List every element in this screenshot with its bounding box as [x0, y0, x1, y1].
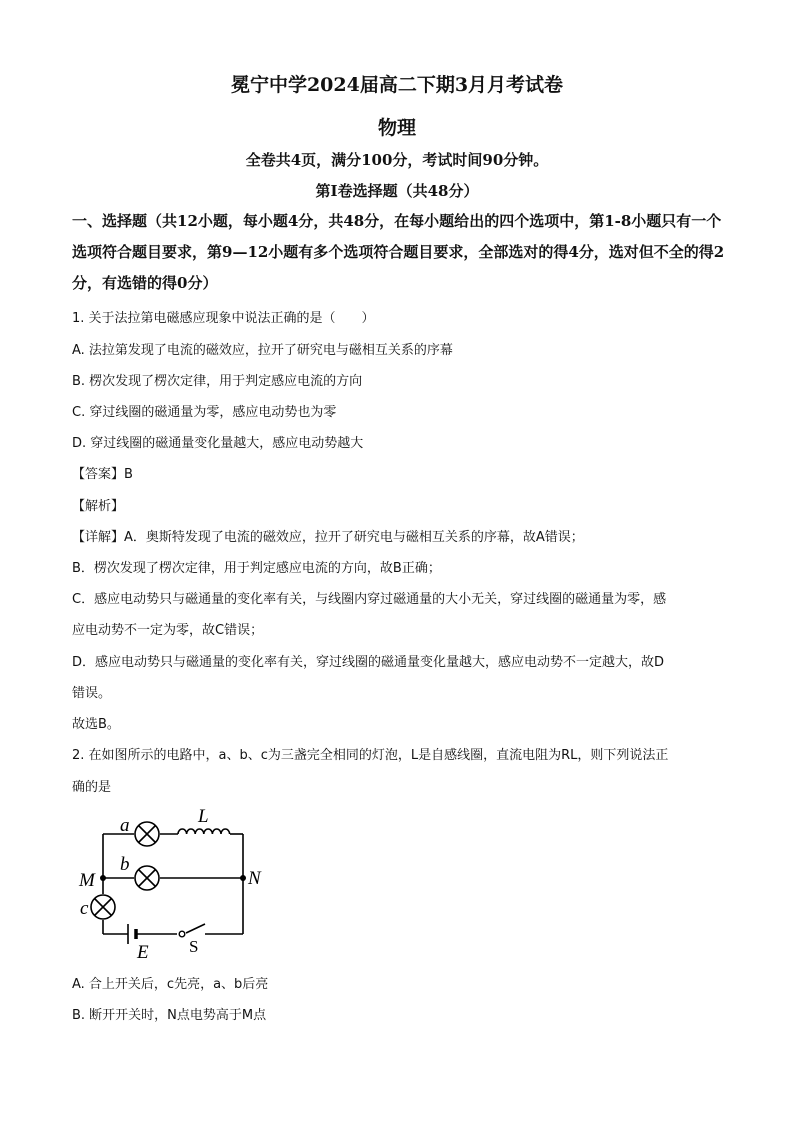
- answer-label: 【答案】: [72, 467, 125, 482]
- detail-line: D．感应电动势只与磁通量的变化率有关，穿过线圈的磁通量变化量越大，感应电动势不一定越大，故D: [72, 655, 665, 670]
- q1-stem: 1. 关于法拉第电磁感应现象中说法正确的是（ ）: [72, 311, 375, 326]
- q2-stem-line1: 2. 在如图所示的电路中，a、b、c为三盏完全相同的灯泡，L是自感线圈，直流电阻为RL，则下列说法正: [72, 748, 669, 763]
- detail-line: 应电动势不一定为零，故C错误；: [72, 623, 264, 638]
- q1-option-b: B. 楞次发现了楞次定律，用于判定感应电流的方向: [72, 374, 363, 389]
- bulb-a-icon: [135, 822, 159, 846]
- detail-line: C．感应电动势只与磁通量的变化率有关，与线圈内穿过磁通量的大小无关，穿过线圈的磁通量为零，感: [72, 592, 667, 607]
- detail-line: 错误。: [72, 686, 112, 701]
- label-N: N: [248, 868, 261, 889]
- analysis-label: 【解析】: [72, 499, 125, 514]
- bulb-c-icon: [91, 895, 115, 919]
- label-a: a: [120, 815, 130, 836]
- junction-dot: [100, 875, 106, 881]
- part-title: 第I卷选择题（共48分）: [315, 182, 479, 200]
- exam-title: 冕宁中学2024届高二下期3月月考试卷: [230, 74, 564, 96]
- section-instructions: 一、选择题（共12小题，每小题4分，共48分，在每小题给出的四个选项中，第1-8小题只有一个选项符合题目要求，第9—12小题有多个选项符合题目要求，全部选对的得4分，选对但不全的得2分，有选错的得0分）: [72, 212, 725, 292]
- q2-option-a: A. 合上开关后，c先亮，a、b后亮: [72, 977, 269, 992]
- detail-line: 【详解】A．奥斯特发现了电流的磁效应，拉开了研究电与磁相互关系的序幕，故A错误；: [72, 530, 584, 545]
- exam-info: 全卷共4页，满分100分，考试时间90分钟。: [245, 151, 549, 169]
- bulb-b-icon: [135, 866, 159, 890]
- label-M: M: [79, 870, 95, 891]
- label-b: b: [120, 854, 130, 875]
- q1-option-a: A. 法拉第发现了电流的磁效应，拉开了研究电与磁相互关系的序幕: [72, 343, 453, 358]
- label-E: E: [137, 942, 149, 963]
- q1-option-d: D. 穿过线圈的磁通量变化量越大，感应电动势越大: [72, 436, 364, 451]
- q2-option-b: B. 断开开关时，N点电势高于M点: [72, 1008, 267, 1023]
- detail-line: B．楞次发现了楞次定律，用于判定感应电流的方向，故B正确；: [72, 561, 441, 576]
- q1-option-c: C. 穿过线圈的磁通量为零，感应电动势也为零: [72, 405, 337, 420]
- battery-icon: [128, 924, 136, 944]
- q2-stem-line2: 确的是: [72, 780, 112, 795]
- answer-value: B: [124, 467, 133, 482]
- q1-answer: [72, 463, 133, 482]
- circuit-diagram: [70, 800, 280, 965]
- label-L: L: [198, 806, 209, 827]
- switch-contact: [179, 931, 185, 937]
- label-c: c: [80, 898, 89, 919]
- label-S: S: [189, 937, 199, 956]
- detail-line: 故选B。: [72, 717, 120, 732]
- junction-dot: [240, 875, 246, 881]
- subject-title: 物理: [377, 117, 416, 139]
- inductor-coil: [178, 829, 230, 834]
